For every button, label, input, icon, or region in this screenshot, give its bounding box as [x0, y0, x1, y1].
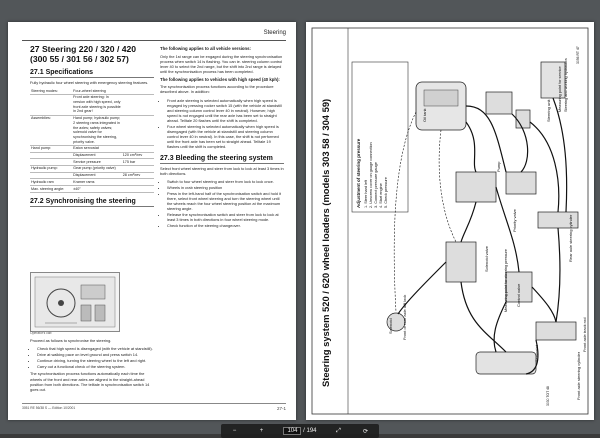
legend-title: Adjustment of steering pressure [356, 138, 361, 208]
list-item: • Check that high speed is disengaged (with the vehicle at standstill). [37, 346, 154, 351]
spec-cell-l: Eaton servostat [72, 145, 122, 152]
label-diff-lock: Front or rear axle diff lock [402, 294, 407, 340]
spec-cell-v [122, 165, 154, 172]
page-header [22, 30, 286, 41]
viewer-toolbar [221, 424, 379, 438]
bleed-heading: 27.3 Bleeding the steering system [160, 154, 284, 164]
zoom-in-button[interactable]: + [259, 428, 264, 434]
spec-row [30, 165, 154, 172]
spec-cell-v: 28 cm³/rev [122, 172, 154, 179]
label-priority-valve: Priority valve [512, 209, 517, 232]
spec-cell-v: 175 bar [122, 159, 154, 166]
spec-cell-k [30, 159, 72, 166]
spec-cell-k: Steering modes: [30, 88, 72, 94]
spec-row [30, 159, 154, 166]
spec-cell-l: Displacement [72, 152, 122, 159]
list-item: • Continue driving, turning the steering wheel to the left and right. [37, 358, 154, 363]
label-front-axle-cylinder: Front axle steering cylinder [576, 351, 581, 400]
footer-page-number: 27-1 [276, 406, 286, 411]
footer-edition: 3051 RE 56/38 S — Edition 10/2001 [22, 406, 76, 410]
page-separator: / [303, 428, 305, 434]
label-steering-unit: Steering unit [546, 99, 551, 122]
label-front-track-rod: Front axle track rod [582, 317, 587, 352]
spec-row [30, 186, 154, 193]
list-item: • Release the synchronisation switch and steer from lock to lock at least 3 times in both directions in four wheel steering mode. [167, 212, 284, 222]
spec-cell-k [30, 94, 72, 115]
spec-row [30, 145, 154, 152]
list-item: • Four wheel steering is selected automatically when high speed is disengaged (with the vehicle at standstill and steering column control lever 40 in neutral). In this case, the shift is not performed until the front axle has been set to straight ahead. Telltale 19 flashes until the shift is completed. [167, 124, 284, 149]
spec-cell-v [122, 179, 154, 186]
label-steering-working: Steering and working hydraulics [564, 58, 568, 112]
legend-item: 4. Start engine [379, 183, 383, 208]
all-versions-text: Only the 1st range can be engaged during the steering synchronisation process when switch 14 is flashing. You can ie. steering column control lever 40 to select the 2nd range, but the shift into 2nd range is delayed until the synchronisation process has been completed. [160, 53, 283, 74]
sync-step-list [30, 346, 154, 369]
spec-cell-k [30, 172, 72, 179]
spec-cell-l: Four-wheel steering [72, 88, 122, 94]
high-speed-text: The synchronisation process functions according to the procedure described above. In addition: [160, 84, 274, 95]
sync-heading: 27.2 Synchronising the steering [30, 197, 154, 207]
label-rear-axle-cylinder: Rear axle steering cylinder [568, 214, 573, 262]
sync-intro: Proceed as follows to synchronise the steering. [30, 338, 112, 343]
label-pump: Pump [496, 161, 501, 172]
spec-cell-l: ±40° [72, 186, 122, 193]
spec-cell-l: Displacement [72, 172, 122, 179]
label-measuring-point: Measuring point for steering pressure [504, 249, 508, 312]
list-item: • Front axle steering is selected automatically when high speed is engaged by pressing rocker switch 15 (with the vehicle at standstill and steering column control lever 40 in neutral). However, high speed is not engaged until the rear axle has been set to straight ahead. Telltale 20 flashes until the shift is completed. [167, 98, 284, 123]
legend-item: 1. Steer hard left [364, 179, 368, 208]
high-speed-heading: The following applies to vehicles with high speed (40 kph): [160, 76, 280, 82]
spec-cell-v: 120 cm³/rev [122, 152, 154, 159]
spec-heading: 27.1 Specifications [30, 68, 154, 78]
list-item: • Drive at walking pace on level ground and press switch 14. [37, 352, 154, 357]
list-item: • Wheels in crab steering position [167, 185, 284, 190]
label-control-valve: Control valve [516, 283, 521, 307]
spec-cell-k [30, 152, 72, 159]
label-solenoid: Solenoid [388, 318, 393, 334]
spec-table [30, 88, 154, 193]
label-servostat: Servostat [534, 345, 539, 362]
document-page-right [306, 22, 594, 420]
all-versions-heading: The following applies to all vehicle versions: [160, 46, 251, 51]
spec-cell-k: Max. steering angle: [30, 186, 72, 193]
section-title: 27 Steering 220 / 320 / 420 [30, 44, 137, 54]
spec-cell-k: Hand pump: [30, 145, 72, 152]
spec-cell-k: Assemblies: [30, 115, 72, 145]
label-solenoid-valve: Solenoid valve [484, 245, 489, 272]
page-number-input[interactable]: 104 [283, 427, 301, 435]
fit-page-icon[interactable]: ⤢ [336, 427, 341, 434]
sync-note: The synchronisation process functions automatically each time the wheels of the front and rear axles are aligned in the straight-ahead position from both directions. The telltale in synchronisation switch 14 goes out. [30, 371, 150, 392]
spec-cell-v [122, 145, 154, 152]
spec-cell-v [122, 186, 154, 193]
right-column [160, 44, 284, 231]
page-footer [22, 403, 286, 412]
bleed-intro: Select front wheel steering and steer from lock to lock at least 3 times in both directions. [160, 165, 284, 176]
spec-cell-v [122, 94, 154, 115]
spec-cell-l: Hand pump; hydraulic pump; 2 steering rams integrated in the axles; safety valves; solenoid valve for synchronising the steering, priority valve. [73, 116, 121, 144]
legend-item: 2. Unscrew cover on gauge connection [369, 142, 373, 208]
spec-row [30, 94, 154, 115]
spec-cell-k: Hydraulic pump: [30, 165, 72, 172]
schematic-title: Steering system 520 / 620 wheel loaders (models 303 58 / 304 59) [320, 98, 331, 387]
legend-list [364, 68, 389, 208]
spec-cell-l: Kramer rams [72, 179, 122, 186]
rotate-icon[interactable]: ⟳ [362, 428, 368, 435]
cab-figure [30, 272, 120, 332]
code-doc: 3030 TOT 48 [546, 386, 550, 406]
list-item: • Switch to four wheel steering and steer from lock to lock once. [167, 179, 284, 184]
sync-steps [30, 338, 154, 395]
spec-row [30, 172, 154, 179]
list-item: • Press in the left-hand half of the synchronisation switch and hold it there, select front wheel steering and turn the steering wheel until the wheels reach the four wheel steering position at the maximum steering angle. [167, 191, 284, 211]
legend-item: 5. Check pressure [384, 177, 388, 208]
list-item: • Carry out a functional check of the steering system. [37, 364, 154, 369]
zoom-out-button[interactable]: − [232, 428, 237, 434]
spec-intro: Fully hydraulic four wheel steering with emergency steering features. [30, 80, 149, 85]
spec-cell-v [122, 115, 154, 145]
page-header-title: Steering [263, 30, 286, 36]
document-page-left [8, 22, 296, 420]
label-oil-tank: Oil tank [422, 108, 427, 122]
left-column [30, 44, 154, 209]
spec-cell-l: Gear pump (priority valve) [72, 165, 122, 172]
spec-cell-l: Service pressure [72, 159, 122, 166]
page-total: 194 [306, 428, 317, 434]
legend-item: 3. Connect pressure gauge [374, 162, 378, 208]
spec-row [30, 152, 154, 159]
spec-row [30, 179, 154, 186]
spec-cell-l: Front axle steering: In version with high speed, only front axle steering is possible in 2nd gear! [73, 95, 121, 114]
high-speed-list [160, 98, 284, 150]
spec-row [30, 115, 154, 145]
spec-cell-k: Hydraulic ram [30, 179, 72, 186]
bleed-step-list [160, 179, 284, 229]
label-measuring-service: Measuring point for service [558, 66, 562, 112]
figure-caption: Operator's cab [30, 331, 52, 335]
list-item: • Check function of the steering changeover. [167, 223, 284, 228]
section-subtitle: (300 55 / 301 56 / 302 57) [30, 54, 129, 64]
code-small: 3056 RT 47 [576, 46, 580, 64]
